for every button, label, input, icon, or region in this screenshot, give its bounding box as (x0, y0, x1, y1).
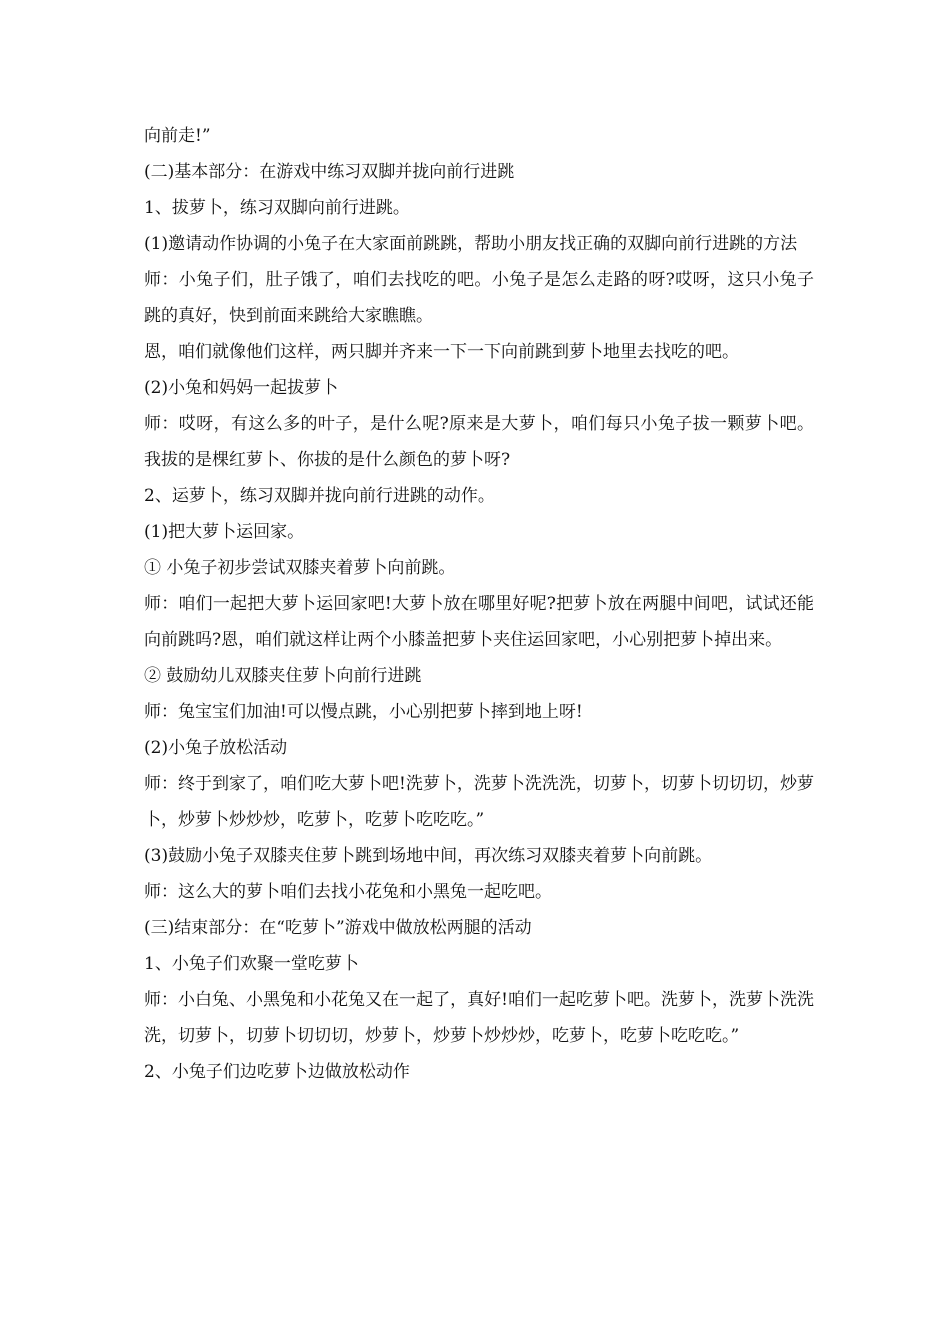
paragraph: 1、拔萝卜，练习双脚向前行进跳。 (144, 198, 410, 218)
paragraph: 2、运萝卜，练习双脚并拢向前行进跳的动作。 (144, 486, 495, 506)
paragraph: (3)鼓励小兔子双膝夹住萝卜跳到场地中间，再次练习双膝夹着萝卜向前跳。 (144, 846, 713, 866)
paragraph: 师：小白兔、小黑兔和小花兔又在一起了，真好!咱们一起吃萝卜吧。洗萝卜，洗萝卜洗洗洗，切萝卜，切萝卜切切切，炒萝卜，炒萝卜炒炒炒，吃萝卜，吃萝卜吃吃吃。” (144, 990, 814, 1046)
paragraph: (1)把大萝卜运回家。 (144, 522, 305, 542)
paragraph: ② 鼓励幼儿双膝夹住萝卜向前行进跳 (144, 666, 422, 686)
paragraph: (2)小兔子放松活动 (144, 738, 288, 758)
paragraph: 2、小兔子们边吃萝卜边做放松动作 (144, 1062, 410, 1082)
paragraph: 师：哎呀，有这么多的叶子，是什么呢?原来是大萝卜，咱们每只小兔子拔一颗萝卜吧。我拔的是棵红萝卜、你拔的是什么颜色的萝卜呀? (144, 414, 814, 470)
paragraph: (2)小兔和妈妈一起拔萝卜 (144, 378, 339, 398)
paragraph: ① 小兔子初步尝试双膝夹着萝卜向前跳。 (144, 558, 456, 578)
paragraph: 向前走!” (144, 126, 211, 146)
paragraph: 师：小兔子们，肚子饿了，咱们去找吃的吧。小兔子是怎么走路的呀?哎呀，这只小兔子跳的真好，快到前面来跳给大家瞧瞧。 (144, 270, 814, 326)
section-heading: (二)基本部分：在游戏中练习双脚并拢向前行进跳 (144, 162, 515, 182)
section-heading: (三)结束部分：在“吃萝卜”游戏中做放松两腿的活动 (144, 918, 532, 938)
paragraph: 恩，咱们就像他们这样，两只脚并齐来一下一下向前跳到萝卜地里去找吃的吧。 (144, 342, 739, 362)
paragraph: 1、小兔子们欢聚一堂吃萝卜 (144, 954, 359, 974)
paragraph: 师：终于到家了，咱们吃大萝卜吧!洗萝卜，洗萝卜洗洗洗，切萝卜，切萝卜切切切，炒萝卜，炒萝卜炒炒炒，吃萝卜，吃萝卜吃吃吃。” (144, 774, 814, 830)
document-body (144, 118, 814, 1090)
paragraph: 师：这么大的萝卜咱们去找小花兔和小黑兔一起吃吧。 (144, 882, 552, 902)
paragraph: 师：咱们一起把大萝卜运回家吧!大萝卜放在哪里好呢?把萝卜放在两腿中间吧，试试还能向前跳吗?恩，咱们就这样让两个小膝盖把萝卜夹住运回家吧，小心别把萝卜掉出来。 (144, 594, 814, 650)
paragraph: 师：兔宝宝们加油!可以慢点跳，小心别把萝卜摔到地上呀! (144, 702, 583, 722)
paragraph: (1)邀请动作协调的小兔子在大家面前跳跳，帮助小朋友找正确的双脚向前行进跳的方法 (144, 234, 798, 254)
